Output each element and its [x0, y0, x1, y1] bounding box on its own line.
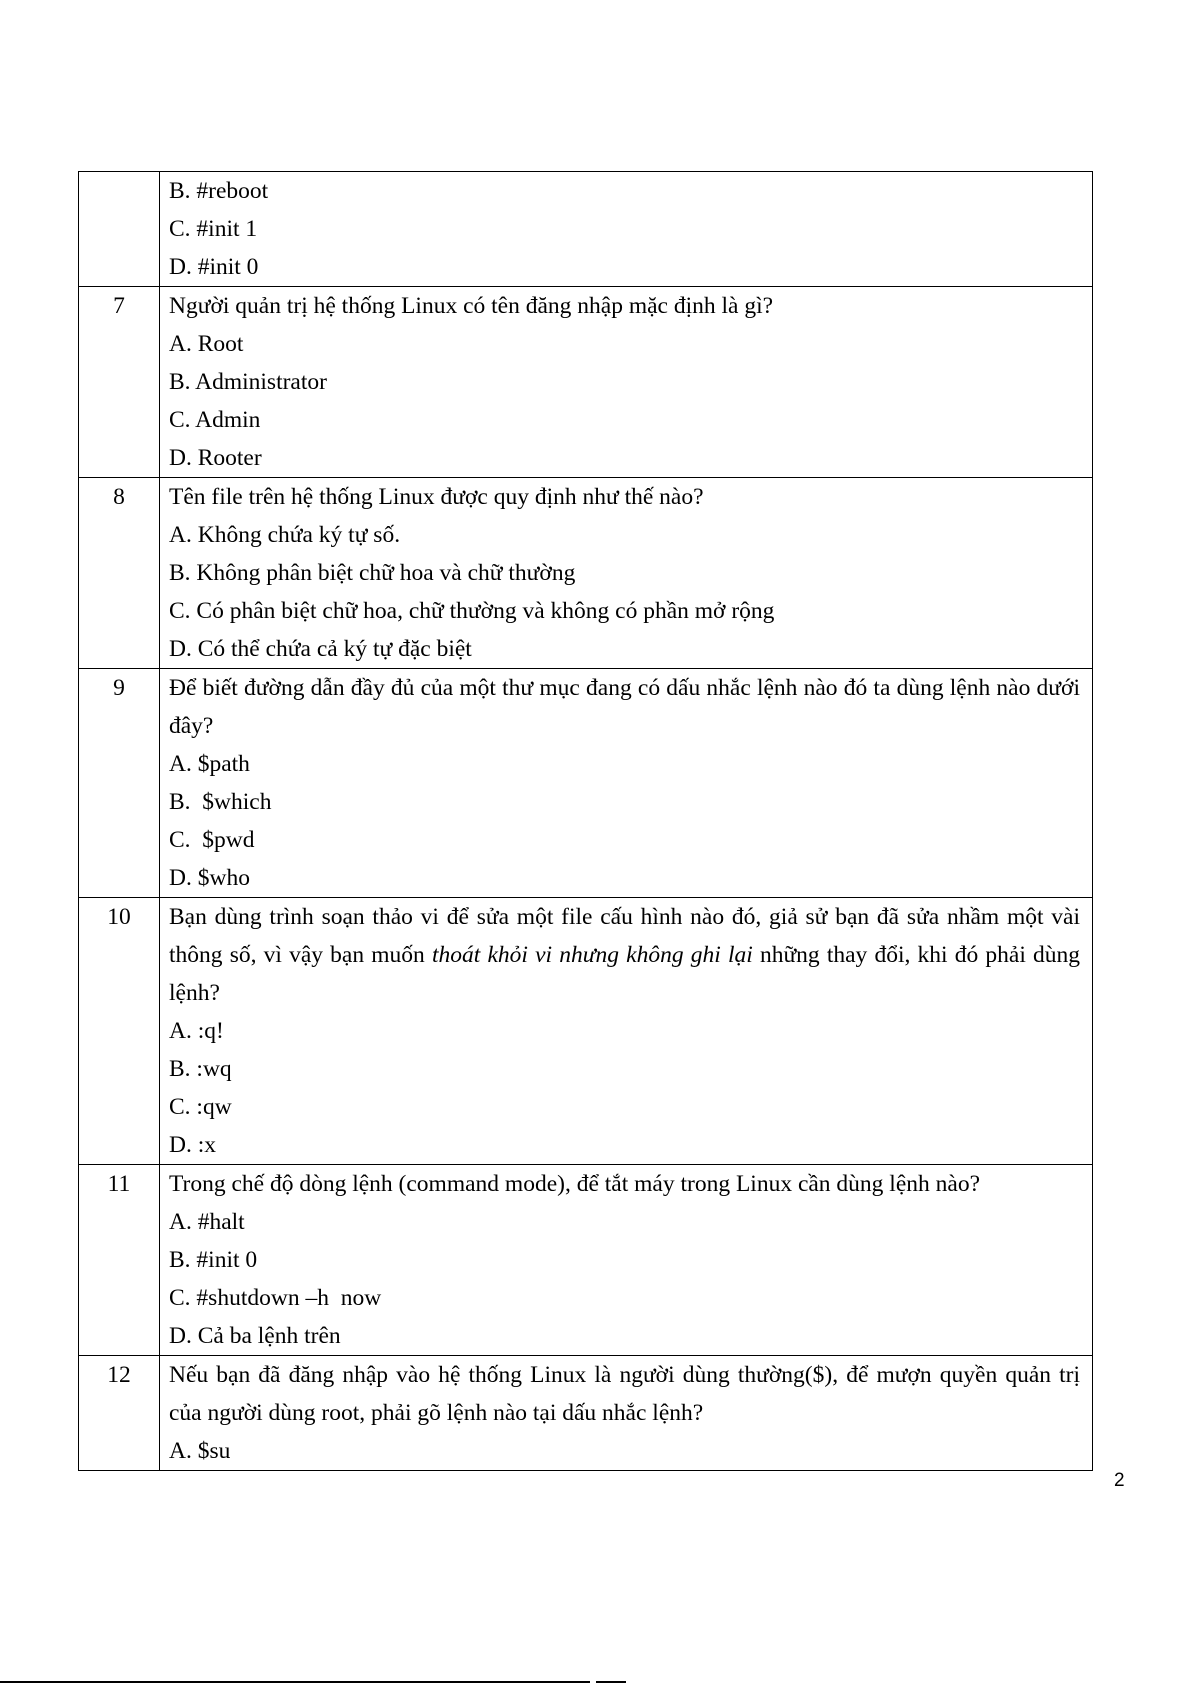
answer-option: B. Không phân biệt chữ hoa và chữ thường — [169, 560, 576, 586]
answer-option: B. Administrator — [169, 369, 327, 395]
answer-option: A. :q! — [169, 1018, 224, 1044]
answer-option: A. $path — [169, 751, 250, 777]
answer-option: B. #init 0 — [169, 1247, 258, 1273]
answer-option: B. $which — [169, 789, 272, 815]
answer-option: D. Rooter — [169, 445, 262, 471]
answer-option: C. Admin — [169, 407, 261, 433]
question-text: Để biết đường dẫn đầy đủ của một thư mục đang có dấu nhắc lệnh nào đó ta dùng lệnh nào dưới đây? — [169, 675, 1080, 739]
question-number: 7 — [79, 287, 160, 478]
answer-option: C. :qw — [169, 1094, 232, 1120]
question-text: Trong chế độ dòng lệnh (command mode), để tắt máy trong Linux cần dùng lệnh nào? — [169, 1171, 981, 1197]
question-content — [160, 1356, 1093, 1471]
question-row — [79, 1165, 1093, 1356]
question-number: 12 — [79, 1356, 160, 1471]
question-content — [160, 898, 1093, 1165]
question-number: 10 — [79, 898, 160, 1165]
answer-option: D. #init 0 — [169, 254, 259, 280]
question-row — [79, 898, 1093, 1165]
answer-option: C. #init 1 — [169, 216, 258, 242]
question-content — [160, 669, 1093, 898]
question-content — [160, 478, 1093, 669]
question-content — [160, 1165, 1093, 1356]
question-row — [79, 478, 1093, 669]
answer-option: C. Có phân biệt chữ hoa, chữ thường và không có phần mở rộng — [169, 598, 775, 624]
question-content — [160, 172, 1093, 287]
answer-option: A. Root — [169, 331, 244, 357]
question-text: Bạn dùng trình soạn thảo vi để sửa một file cấu hình nào đó, giả sử bạn đã sửa nhầm một vài thông số, vì vậy bạn muốn thoát khỏi vi nhưng không ghi lại những thay đổi, khi đó phải dùng lệnh? — [169, 904, 1081, 1006]
question-text: Tên file trên hệ thống Linux được quy định như thế nào? — [169, 484, 704, 510]
question-number: 11 — [79, 1165, 160, 1356]
answer-option: C. #shutdown –h now — [169, 1285, 382, 1311]
question-text: Nếu bạn đã đăng nhập vào hệ thống Linux là người dùng thường($), để mượn quyền quản trị của người dùng root, phải gõ lệnh nào tại dấu nhắc lệnh? — [169, 1362, 1080, 1426]
answer-option: C. $pwd — [169, 827, 255, 853]
footer-divider-short — [596, 1681, 626, 1683]
answer-option: A. #halt — [169, 1209, 245, 1235]
answer-option: B. :wq — [169, 1056, 232, 1082]
question-row — [79, 287, 1093, 478]
question-row — [79, 172, 1093, 287]
answer-option: D. $who — [169, 865, 250, 891]
question-number: 9 — [79, 669, 160, 898]
question-table — [78, 171, 1093, 1471]
answer-option: D. :x — [169, 1132, 216, 1158]
question-row — [79, 669, 1093, 898]
answer-option: D. Có thể chứa cả ký tự đặc biệt — [169, 636, 472, 662]
question-number — [79, 172, 160, 287]
footer-divider — [0, 1681, 590, 1683]
answer-option: A. Không chứa ký tự số. — [169, 522, 401, 548]
question-row — [79, 1356, 1093, 1471]
answer-option: A. $su — [169, 1438, 231, 1464]
emphasized-text: thoát khỏi vi nhưng không ghi lại — [431, 942, 753, 968]
page-number: 2 — [1114, 1470, 1125, 1491]
question-text: Người quản trị hệ thống Linux có tên đăng nhập mặc định là gì? — [169, 293, 774, 319]
answer-option: D. Cả ba lệnh trên — [169, 1323, 341, 1349]
answer-option: B. #reboot — [169, 178, 269, 204]
question-content — [160, 287, 1093, 478]
question-number: 8 — [79, 478, 160, 669]
